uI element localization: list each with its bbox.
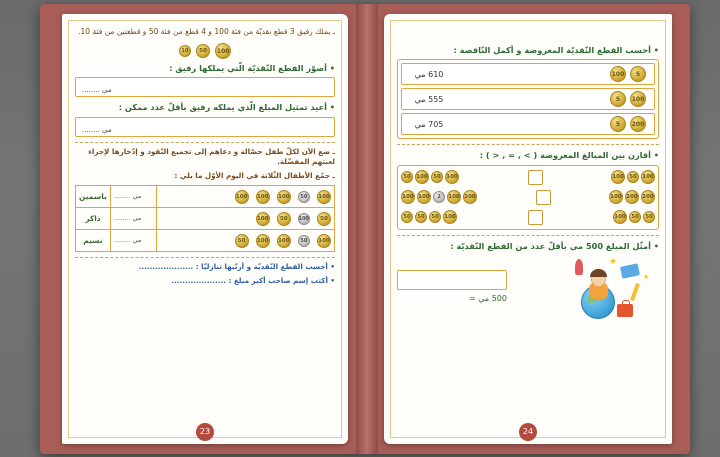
coin: 100 — [641, 170, 655, 184]
row-3-coins — [156, 229, 334, 251]
coin: 100 — [277, 234, 291, 248]
coin: 100 — [609, 190, 623, 204]
book-icon — [620, 263, 640, 278]
amount-row-3-value: 705 مي — [414, 119, 444, 129]
compare-row-1-left — [611, 170, 655, 184]
coin: 50 — [298, 235, 310, 247]
row-2-amount[interactable]: مي ........ — [110, 207, 156, 229]
coin: 100 — [277, 190, 291, 204]
page-24 — [384, 14, 672, 444]
pencil-icon — [630, 283, 640, 301]
row-1-name: ياسمين — [76, 185, 111, 207]
coin: 50 — [629, 211, 641, 223]
amount-row[interactable] — [401, 113, 655, 135]
coin-50: 50 — [196, 44, 210, 58]
coin: 100 — [317, 234, 331, 248]
coin: 5 — [610, 116, 626, 132]
coin-10: 10 — [179, 45, 191, 57]
child-hair — [590, 269, 607, 277]
task-2-answer-box[interactable] — [75, 117, 335, 137]
page-24-content — [390, 20, 666, 438]
represent-answer-area — [397, 270, 507, 303]
coin: 100 — [445, 170, 459, 184]
row-3-amount[interactable]: مي ........ — [110, 229, 156, 251]
amount-row-2-coins — [452, 91, 650, 107]
coin: 200 — [463, 190, 477, 204]
task-2-unit: مي ........ — [82, 125, 112, 134]
task-2-label: • أعيد تمثيل المبلغ الّذي يملكه رفيق بأقلّ عدد ممكن : — [118, 102, 335, 113]
compare-row-2-operator[interactable] — [536, 190, 551, 205]
amount-row-2-value: 555 مي — [414, 94, 444, 104]
star-icon: ★ — [609, 256, 618, 267]
table-row — [76, 229, 335, 251]
divider-2 — [397, 235, 659, 236]
coin: 5 — [610, 91, 626, 107]
coin: 5 — [630, 66, 646, 82]
task-1-answer-box[interactable] — [75, 77, 335, 97]
divider — [75, 142, 335, 143]
equation-label: 500 مي = — [468, 294, 507, 304]
intro-text — [75, 26, 335, 38]
coin: 50 — [643, 211, 655, 223]
coin: 100 — [256, 234, 270, 248]
compare-row-3-left — [613, 210, 655, 224]
divider-2 — [75, 257, 335, 258]
page-23 — [62, 14, 348, 444]
coin: 200 — [630, 116, 646, 132]
compare-row — [401, 170, 655, 185]
row-3-name: نسيم — [76, 229, 111, 251]
coin: 50 — [415, 211, 427, 223]
page-number-24: 24 — [519, 423, 537, 441]
coin: 200 — [641, 190, 655, 204]
amounts-table — [397, 59, 659, 139]
coin: 50 — [401, 211, 413, 223]
task-amounts-label: • أحسب القطع النّقديّة المعروضة و أكمل النّاقصة : — [453, 45, 659, 55]
amount-row-3-coins — [452, 116, 650, 132]
compare-row — [401, 210, 655, 225]
coin-100: 100 — [215, 43, 231, 59]
coin: 100 — [256, 212, 270, 226]
children-table — [75, 185, 335, 252]
task-1-label: • أصوّر القطع النّقديّة الّتي يملكها رفيق : — [169, 63, 335, 73]
intro-line: ـ يملك رفيق 3 قطع نقديّة من فئة 100 و 4 قطع من فئة 50 و قطعتين من فئة 10. — [78, 27, 335, 36]
compare-row-3-operator[interactable] — [528, 210, 543, 225]
coin: 100 — [317, 190, 331, 204]
divider — [397, 144, 659, 145]
coin: 100 — [256, 190, 270, 204]
compare-row-1-right — [401, 170, 459, 184]
task-represent-label: • أمثّل المبلغ 500 مي بأقلّ عدد من القطع النّقديّة : — [450, 240, 659, 251]
compare-row-2-right — [401, 190, 477, 204]
coin: 100 — [443, 210, 457, 224]
amount-row[interactable] — [401, 63, 655, 85]
coin: 100 — [447, 190, 461, 204]
table-row — [76, 207, 335, 229]
amount-row-1-value: 610 مي — [414, 69, 444, 79]
amount-row[interactable] — [401, 88, 655, 110]
compare-row — [401, 190, 655, 205]
coin: 50 — [235, 234, 249, 248]
task-compare-label: • أقارن بين المبالغ المعروضة ( > , = , < ) : — [479, 150, 659, 161]
row-2-name: ذاكر — [76, 207, 111, 229]
open-book — [40, 4, 690, 454]
coin: 50 — [401, 171, 413, 183]
table-row — [76, 185, 335, 207]
footer-task-1[interactable]: • أحسب القطع النّقديّة و أرتّبها تنازليّا : .................... — [138, 261, 335, 271]
page-number-23: 23 — [196, 423, 214, 441]
intro-coin-row — [75, 40, 335, 59]
coin: 50 — [627, 171, 639, 183]
coin: 50 — [298, 191, 310, 203]
coin: 100 — [415, 170, 429, 184]
coin: 2 — [433, 191, 445, 203]
coin: 200 — [625, 190, 639, 204]
star-icon: ★ — [643, 272, 650, 281]
page-23-content — [68, 20, 342, 438]
coin: 100 — [610, 66, 626, 82]
coin: 50 — [431, 171, 443, 183]
row-2-coins — [156, 207, 334, 229]
coin: 100 — [235, 190, 249, 204]
coin: 100 — [298, 213, 310, 225]
compare-row-3-right — [401, 210, 457, 224]
coin: 100 — [613, 210, 627, 224]
coin: 50 — [317, 212, 331, 226]
footer-task-2[interactable]: • أكتب إسم صاحب أكبر مبلغ : .................... — [171, 275, 335, 285]
coin: 100 — [401, 190, 415, 204]
book-spine — [356, 4, 378, 454]
row-1-coins — [156, 185, 334, 207]
scenario-line-1: ـ ضع الآن لكلّ طفل حصّالة و دعاهم إلى تجميع النّقود و إدّخارها لإجراء لعبتهم المفضّلة. — [88, 146, 335, 167]
represent-answer-box[interactable] — [397, 270, 507, 290]
coin: 100 — [630, 91, 646, 107]
coin: 100 — [417, 190, 431, 204]
rocket-icon — [575, 259, 583, 275]
coin: 100 — [611, 170, 625, 184]
row-1-amount[interactable]: مي ........ — [110, 185, 156, 207]
compare-grid — [397, 165, 659, 230]
scenario-line-2: ـ جمّع الأطفال الثّلاثة في اليوم الأوّل ما يلي : — [174, 171, 335, 181]
coin: 50 — [277, 212, 291, 226]
amount-row-1-coins — [452, 66, 650, 82]
compare-row-1-operator[interactable] — [528, 170, 543, 185]
student-illustration — [573, 257, 659, 319]
represent-area — [397, 255, 659, 319]
compare-row-2-left — [609, 190, 655, 204]
schoolbag-icon — [617, 304, 633, 317]
coin: 50 — [429, 211, 441, 223]
task-1-unit: مي ........ — [82, 86, 112, 95]
